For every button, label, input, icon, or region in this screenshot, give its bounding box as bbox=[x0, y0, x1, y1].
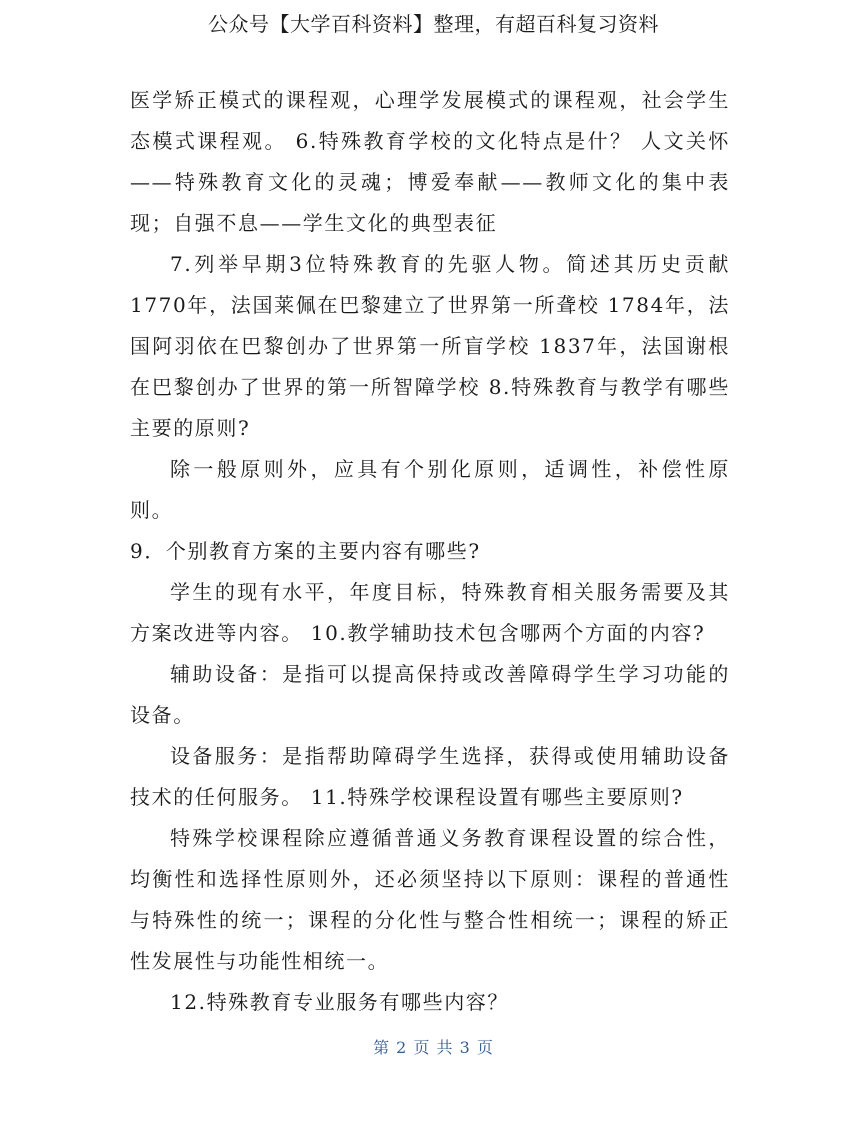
document-body bbox=[130, 80, 730, 1023]
paragraph-9: 12.特殊教育专业服务有哪些内容？ bbox=[170, 990, 510, 1014]
paragraph-4: 9．个别教育方案的主要内容有哪些? bbox=[130, 539, 481, 563]
document-header: 公众号【大学百科资料】整理，有超百科复习资料 bbox=[208, 12, 659, 36]
paragraph-2: 7.列举早期3位特殊教育的先驱人物。简述其历史贡献 1770年，法国莱佩在巴黎建立了世界第一所聋校 1784年，法国阿羽依在巴黎创办了世界第一所盲学校 1837年，法国谢根在巴黎创办了世界的第一所智障学校 8.特殊教育与教学有哪些主要的原则? bbox=[130, 252, 730, 440]
paragraph-5: 学生的现有水平，年度目标，特殊教育相关服务需要及其方案改进等内容。 10.教学辅助技术包含哪两个方面的内容? bbox=[130, 580, 730, 645]
paragraph-8: 特殊学校课程除应遵循普通义务教育课程设置的综合性，均衡性和选择性原则外，还必须坚持以下原则：课程的普通性与特殊性的统一；课程的分化性与整合性相统一；课程的矫正性发展性与功能性相统一。 bbox=[130, 826, 730, 973]
paragraph-6: 辅助设备：是指可以提高保持或改善障碍学生学习功能的设备。 bbox=[130, 662, 730, 727]
paragraph-7: 设备服务：是指帮助障碍学生选择，获得或使用辅助设备技术的任何服务。 11.特殊学校课程设置有哪些主要原则? bbox=[130, 744, 730, 809]
paragraph-1: 医学矫正模式的课程观，心理学发展模式的课程观，社会学生态模式课程观。 6.特殊教育学校的文化特点是什？ 人文关怀——特殊教育文化的灵魂；博爱奉献——教师文化的集中表现；自强不息——学生文化的典型表征 bbox=[130, 88, 730, 235]
paragraph-3: 除一般原则外，应具有个别化原则，适调性，补偿性原则。 bbox=[130, 457, 730, 522]
page-number: 第 2 页 共 3 页 bbox=[373, 1038, 494, 1057]
